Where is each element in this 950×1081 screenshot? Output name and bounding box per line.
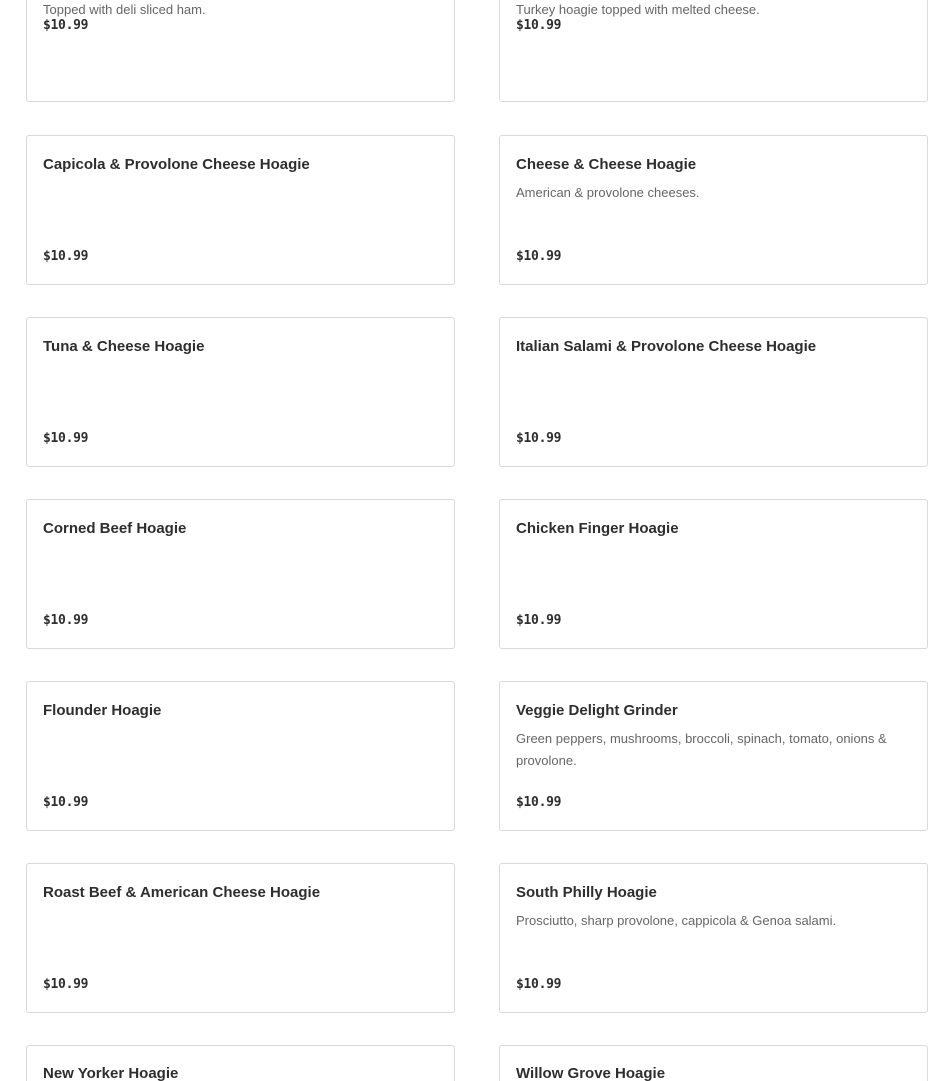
menu-item-name: Capicola & Provolone Cheese Hoagie bbox=[43, 156, 310, 173]
menu-item-card[interactable] bbox=[26, 135, 455, 285]
menu-item-name: Chicken Finger Hoagie bbox=[516, 520, 679, 537]
menu-item-name: Italian Salami & Provolone Cheese Hoagie bbox=[516, 338, 817, 355]
menu-item-name: Veggie Delight Grinder bbox=[516, 702, 678, 719]
menu-item-description: Prosciutto, sharp provolone, cappicola & Genoa salami. bbox=[516, 913, 837, 928]
menu-item-card[interactable] bbox=[499, 1045, 928, 1081]
menu-item-price: $10.99 bbox=[516, 795, 562, 810]
menu-item-price: $10.99 bbox=[43, 795, 89, 810]
menu-item-card[interactable] bbox=[499, 681, 928, 831]
menu-item-price: $10.99 bbox=[516, 977, 562, 992]
menu-item-name: Corned Beef Hoagie bbox=[43, 520, 187, 537]
menu-item-price: $10.99 bbox=[516, 249, 562, 264]
menu-item-card[interactable] bbox=[499, 0, 928, 102]
menu-item-description: American & provolone cheeses. bbox=[516, 185, 700, 200]
menu-item-card[interactable] bbox=[26, 317, 455, 467]
menu-item-name: Tuna & Cheese Hoagie bbox=[43, 338, 205, 355]
menu-item-card[interactable] bbox=[26, 499, 455, 649]
menu-item-description: Topped with deli sliced ham. bbox=[43, 2, 206, 17]
menu-item-price: $10.99 bbox=[516, 613, 562, 628]
menu-item-card[interactable] bbox=[26, 863, 455, 1013]
menu-item-name: South Philly Hoagie bbox=[516, 884, 657, 901]
menu-item-price: $10.99 bbox=[43, 249, 89, 264]
menu-item-price: $10.99 bbox=[43, 18, 89, 33]
menu-item-price: $10.99 bbox=[516, 18, 562, 33]
menu-item-card[interactable] bbox=[499, 317, 928, 467]
menu-item-price: $10.99 bbox=[43, 977, 89, 992]
menu-item-description: Turkey hoagie topped with melted cheese. bbox=[516, 2, 760, 17]
menu-item-name: Willow Grove Hoagie bbox=[516, 1065, 666, 1081]
menu-item-name: Flounder Hoagie bbox=[43, 702, 162, 719]
menu-item-name: Roast Beef & American Cheese Hoagie bbox=[43, 884, 321, 901]
menu-item-card[interactable] bbox=[499, 863, 928, 1013]
menu-item-card[interactable] bbox=[499, 135, 928, 285]
menu-item-name: New Yorker Hoagie bbox=[43, 1065, 179, 1081]
menu-item-description: Green peppers, mushrooms, broccoli, spinach, tomato, onions & provolone. bbox=[516, 731, 887, 768]
menu-item-price: $10.99 bbox=[43, 431, 89, 446]
menu-item-price: $10.99 bbox=[516, 431, 562, 446]
menu-item-card[interactable] bbox=[26, 0, 455, 102]
menu-item-name: Cheese & Cheese Hoagie bbox=[516, 156, 697, 173]
menu-item-card[interactable] bbox=[499, 499, 928, 649]
menu-item-card[interactable] bbox=[26, 1045, 455, 1081]
menu-item-card[interactable] bbox=[26, 681, 455, 831]
menu-item-price: $10.99 bbox=[43, 613, 89, 628]
